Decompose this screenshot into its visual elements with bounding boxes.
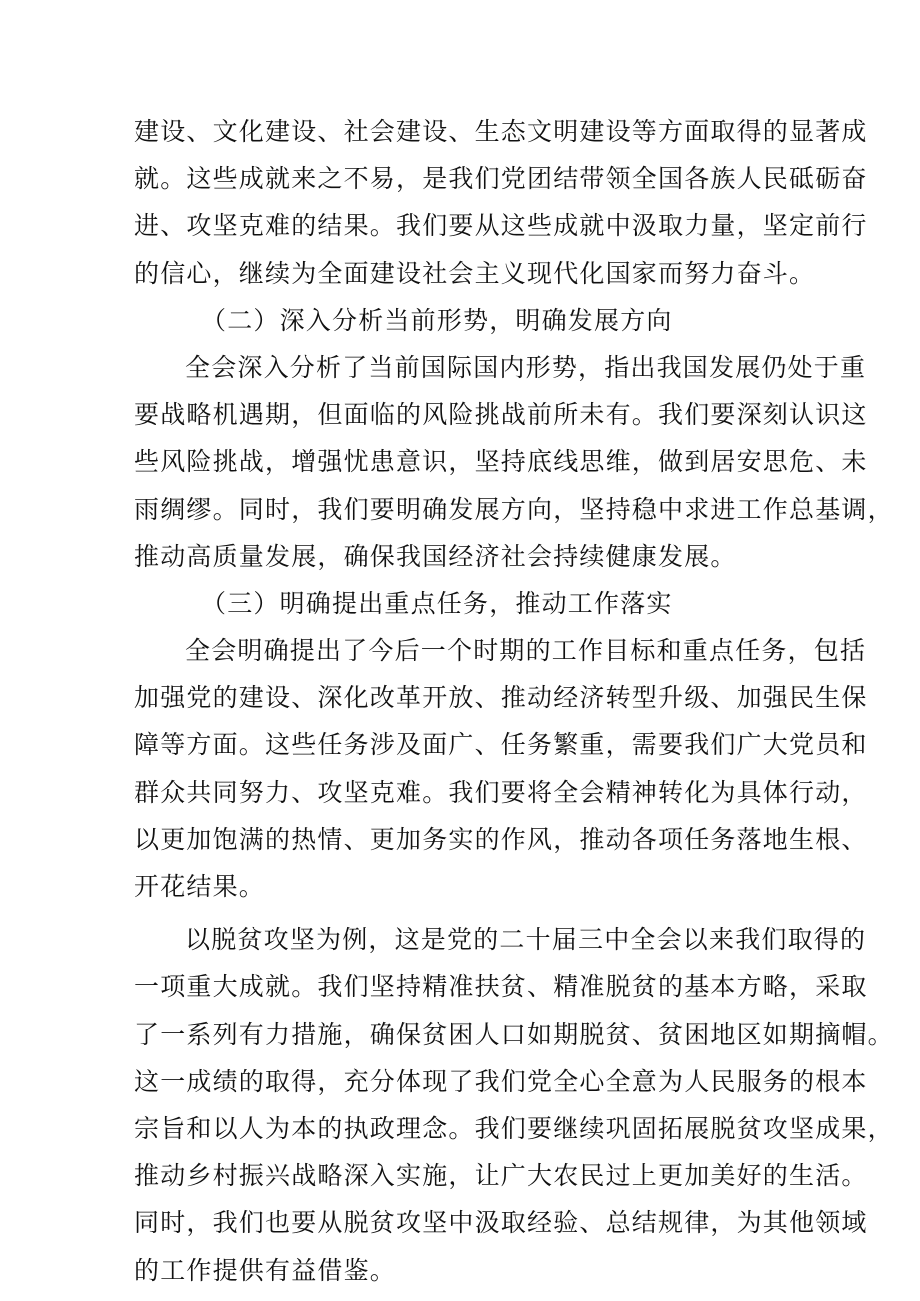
paragraph-line: 的工作提供有益借鉴。 [134,1255,397,1285]
paragraph-line: 推动高质量发展，确保我国经济社会持续健康发展。 [134,541,737,571]
paragraph-line: 加强党的建设、深化改革开放、推动经济转型升级、加强民生保 [134,683,868,713]
paragraph-line: 推动乡村振兴战略深入实施，让广大农民过上更加美好的生活。 [134,1161,868,1191]
paragraph-line: 以脱贫攻坚为例，这是党的二十届三中全会以来我们取得的 [185,925,867,955]
paragraph-line: 全会深入分析了当前国际国内形势，指出我国发展仍处于重 [185,352,867,382]
paragraph-line: 全会明确提出了今后一个时期的工作目标和重点任务，包括 [185,636,867,666]
section-heading-2: （二）深入分析当前形势，明确发展方向 [201,305,673,335]
paragraph-line: 的信心，继续为全面建设社会主义现代化国家而努力奋斗。 [134,258,816,288]
paragraph-line: 就。这些成就来之不易，是我们党团结带领全国各族人民砥砺奋 [134,164,868,194]
paragraph-line: 些风险挑战，增强忧患意识，坚持底线思维，做到居安思危、未 [134,447,868,477]
paragraph-line: 群众共同努力、攻坚克难。我们要将全会精神转化为具体行动， [134,777,868,807]
paragraph-1 [134,108,868,297]
document-body [134,108,894,1294]
paragraph-line: 建设、文化建设、社会建设、生态文明建设等方面取得的显著成 [134,117,868,146]
paragraph-2 [134,344,894,580]
paragraph-line: 一项重大成就。我们坚持精准扶贫、精准脱贫的基本方略，采取 [134,972,868,1002]
paragraph-3 [134,627,868,910]
paragraph-line: 要战略机遇期，但面临的风险挑战前所未有。我们要深刻认识这 [134,400,868,430]
paragraph-4 [134,916,894,1294]
paragraph-line: 雨绸缪。同时，我们要明确发展方向，坚持稳中求进工作总基调， [134,494,894,524]
paragraph-line: 同时，我们也要从脱贫攻坚中汲取经验、总结规律，为其他领域 [134,1208,868,1238]
paragraph-line: 了一系列有力措施，确保贫困人口如期脱贫、贫困地区如期摘帽。 [134,1019,894,1049]
paragraph-line: 进、攻坚克难的结果。我们要从这些成就中汲取力量，坚定前行 [134,211,868,241]
section-heading-3: （三）明确提出重点任务，推动工作落实 [201,588,673,618]
paragraph-line: 宗旨和以人为本的执政理念。我们要继续巩固拓展脱贫攻坚成果， [134,1113,894,1143]
paragraph-line: 以更加饱满的热情、更加务实的作风，推动各项任务落地生根、 [134,824,868,854]
paragraph-line: 这一成绩的取得，充分体现了我们党全心全意为人民服务的根本 [134,1066,868,1096]
paragraph-line: 障等方面。这些任务涉及面广、任务繁重，需要我们广大党员和 [134,730,868,760]
paragraph-line: 开花结果。 [134,872,266,901]
